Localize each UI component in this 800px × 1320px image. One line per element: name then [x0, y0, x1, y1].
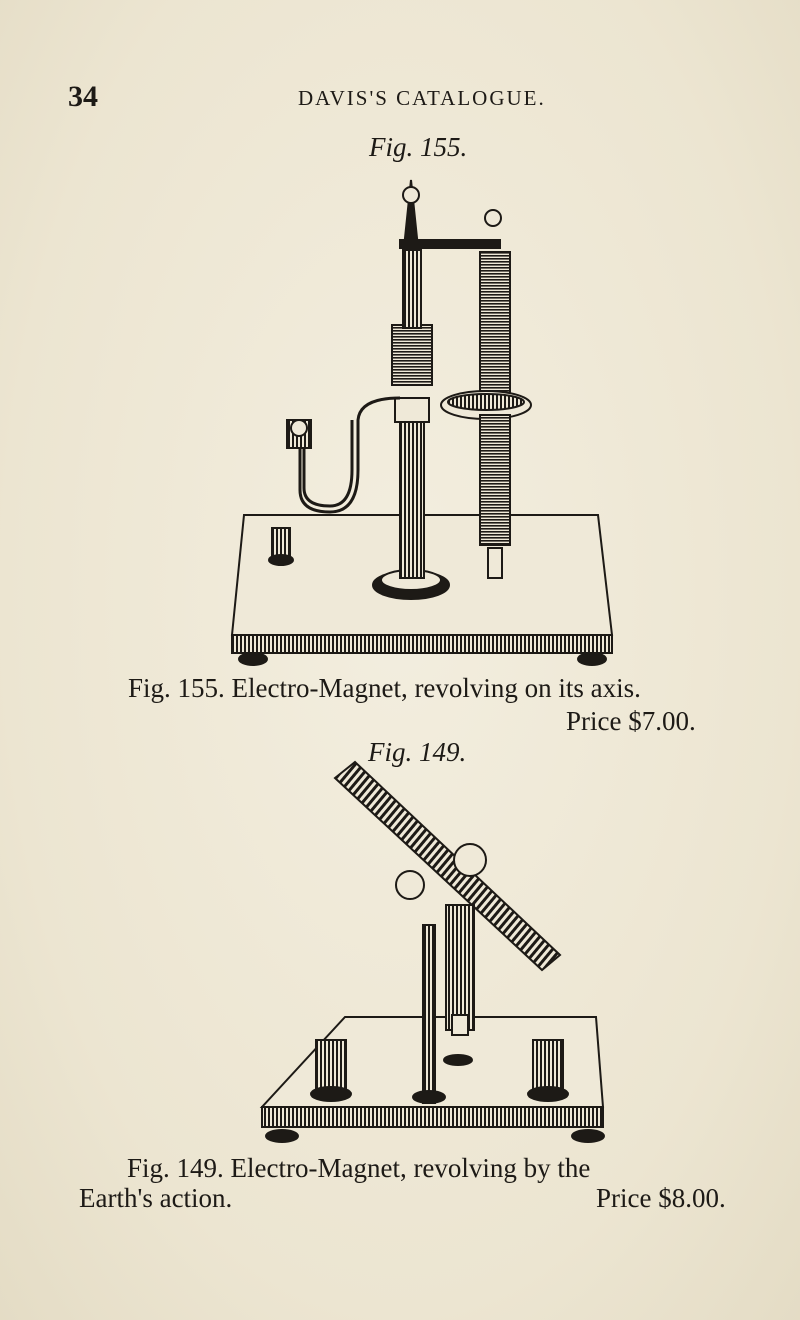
figure-149-caption-line1: Fig. 149. Electro-Magnet, revolving by the: [127, 1153, 591, 1183]
running-head: DAVIS'S CATALOGUE.: [298, 86, 546, 110]
figure-149-label: Fig. 149.: [368, 737, 467, 767]
figure-149-price: Price $8.00.: [596, 1183, 726, 1213]
figure-155-label: Fig. 155.: [369, 132, 468, 162]
figure-149-caption-line2: Earth's action.: [79, 1183, 233, 1213]
figure-155-price: Price $7.00.: [566, 706, 696, 736]
page-number: 34: [68, 80, 98, 113]
figure-155-caption: Fig. 155. Electro-Magnet, revolving on its axis.: [128, 673, 641, 703]
